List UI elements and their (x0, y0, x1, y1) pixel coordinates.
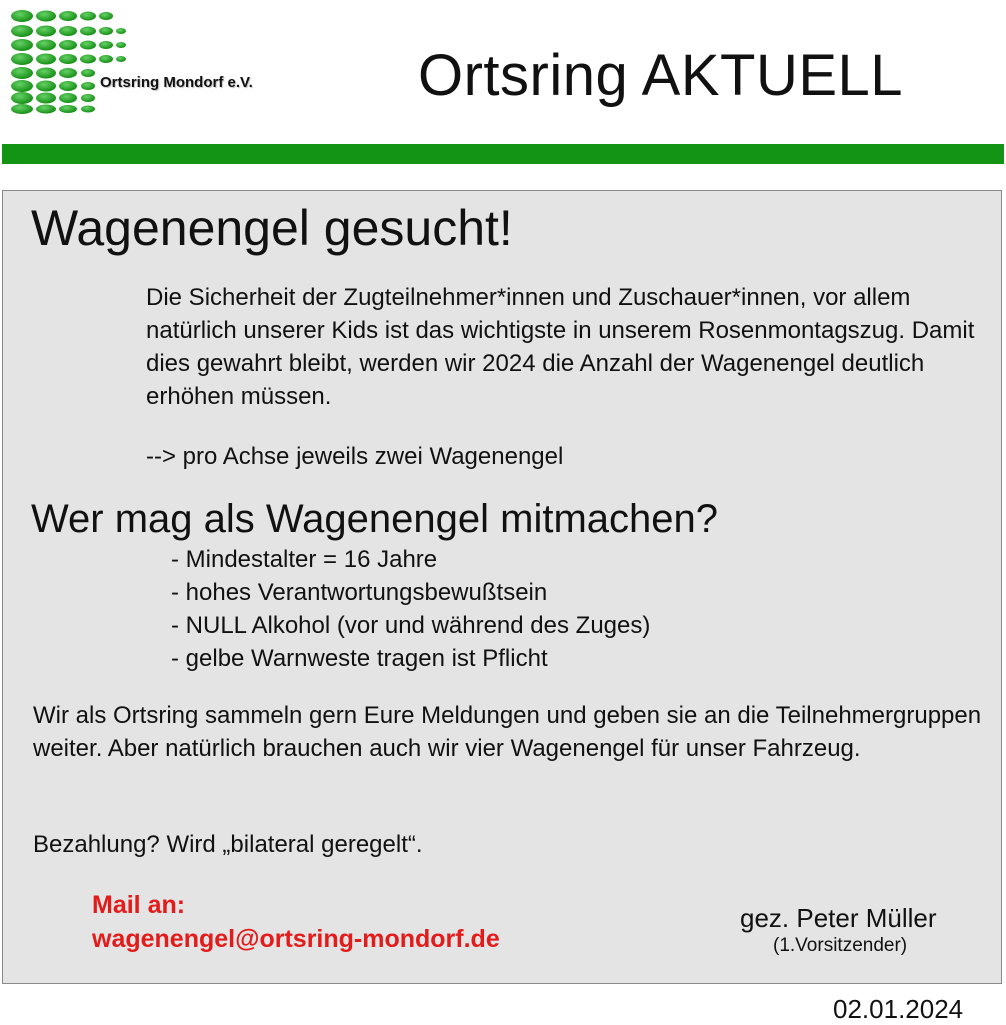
sub-heading: Wer mag als Wagenengel mitmachen? (31, 497, 718, 541)
payment-note: Bezahlung? Wird „bilateral geregelt“. (33, 831, 423, 858)
logo-text: Ortsring Mondorf e.V. (100, 74, 253, 91)
intro-paragraph: Die Sicherheit der Zugteilnehmer*innen und Zuschauer*innen, vor allem natürlich unserer Kids ist das wichtigste in unserem Rosenmontagszug. Damit dies gewahrt bleibt, werden wir 2024 die Anzahl der Wagenengel deutlich erhöhen müssen. (146, 284, 975, 410)
signer-name: gez. Peter Müller (740, 903, 937, 933)
header-divider-bar (2, 144, 1004, 164)
requirement-item: - hohes Verantwortungsbewußtsein (171, 579, 548, 606)
requirements-list (171, 543, 650, 675)
info-paragraph: Wir als Ortsring sammeln gern Eure Meldungen und geben sie an die Teilnehmergruppen weiter. Aber natürlich brauchen auch wir vier Wagenengel für unser Fahrzeug. (33, 702, 982, 762)
requirement-item: - NULL Alkohol (vor und während des Zuges) (171, 612, 651, 639)
page-title: Ortsring AKTUELL (418, 43, 904, 108)
logo-dots-graphic (10, 6, 140, 114)
logo (10, 6, 310, 114)
signer-role: (1.Vorsitzender) (773, 935, 908, 956)
mail-label: Mail an: (92, 891, 186, 919)
mail-address-link[interactable]: wagenengel@ortsring-mondorf.de (92, 925, 500, 953)
requirement-item: - Mindestalter = 16 Jahre (171, 546, 438, 573)
main-heading: Wagenengel gesucht! (31, 200, 513, 256)
requirement-item: - gelbe Warnweste tragen ist Pflicht (171, 645, 548, 672)
axle-note: --> pro Achse jeweils zwei Wagenengel (146, 443, 564, 470)
content-panel (2, 190, 1002, 984)
issue-date: 02.01.2024 (833, 994, 964, 1024)
